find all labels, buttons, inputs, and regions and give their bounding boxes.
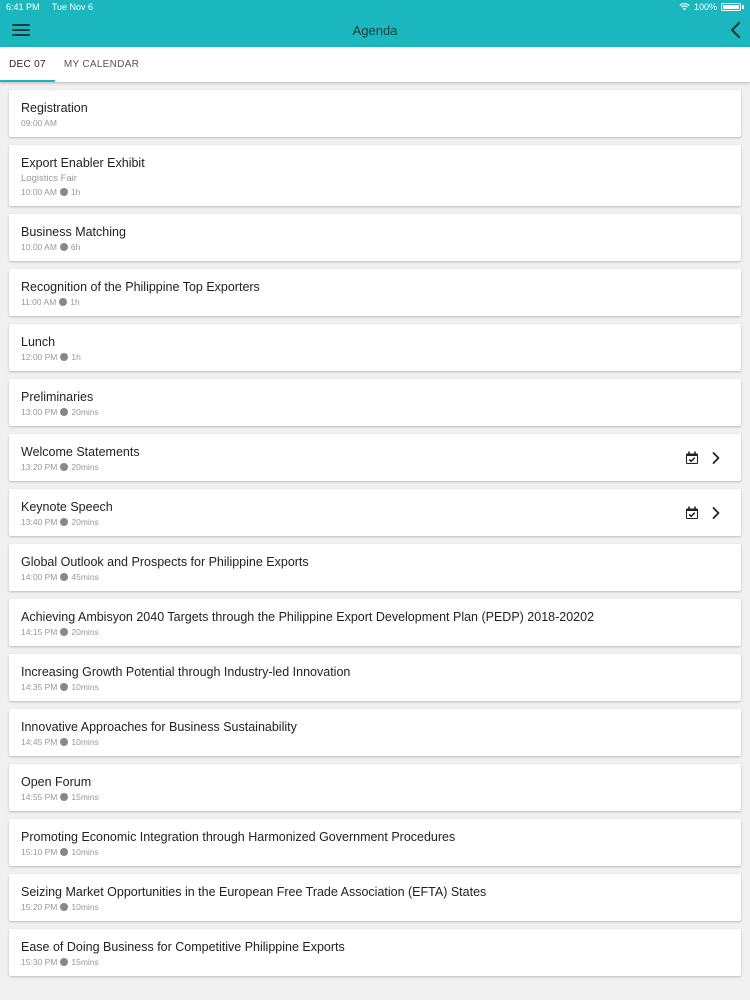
agenda-item-time-row (21, 516, 729, 528)
clock-icon (60, 188, 68, 196)
agenda-item[interactable] (9, 434, 741, 481)
status-date: Tue Nov 6 (51, 1, 94, 12)
chevron-left-icon[interactable] (728, 21, 744, 39)
agenda-item-title: Welcome Statements (21, 445, 140, 459)
agenda-item-time: 14:45 PM (21, 737, 58, 747)
agenda-item[interactable] (9, 874, 741, 921)
agenda-item-duration: 20mins (71, 462, 99, 472)
clock-icon (60, 353, 68, 361)
agenda-item-title: Recognition of the Philippine Top Exporters (21, 280, 260, 294)
app-header (0, 13, 750, 47)
agenda-item-title: Achieving Ambisyon 2040 Targets through the Philippine Export Development Plan (PEDP) 2018-20202 (21, 610, 595, 624)
agenda-list (0, 82, 750, 976)
clock-icon (60, 958, 68, 966)
battery-percent: 100% (693, 1, 717, 12)
agenda-item-time: 15:10 PM (21, 847, 58, 857)
chevron-right-icon[interactable] (709, 451, 723, 465)
agenda-item[interactable] (9, 214, 741, 261)
agenda-item-time-row (21, 186, 729, 198)
agenda-item-duration: 10mins (71, 737, 99, 747)
agenda-item-time-row (21, 296, 729, 308)
agenda-item-actions (685, 451, 723, 465)
wifi-icon (679, 3, 690, 11)
agenda-item-time: 13:20 PM (21, 462, 58, 472)
agenda-item-duration: 10mins (71, 682, 99, 692)
page-title: Agenda (352, 22, 398, 38)
agenda-item-duration: 15mins (71, 957, 99, 967)
agenda-item-title: Lunch (21, 335, 56, 349)
agenda-item-time-row (21, 736, 729, 748)
agenda-item-title: Promoting Economic Integration through Harmonized Government Procedures (21, 830, 456, 844)
agenda-item-duration: 6h (70, 242, 81, 252)
date-tabs (0, 47, 750, 82)
agenda-item-time-row (21, 117, 729, 129)
agenda-item-duration: 20mins (71, 627, 99, 637)
agenda-item[interactable] (9, 819, 741, 866)
agenda-item-time: 14:35 PM (21, 682, 58, 692)
agenda-item-duration: 1h (71, 352, 81, 362)
chevron-right-icon[interactable] (709, 506, 723, 520)
agenda-item-title: Open Forum (21, 775, 92, 789)
clock-icon (60, 848, 68, 856)
clock-icon (60, 628, 68, 636)
agenda-item[interactable] (9, 654, 741, 701)
agenda-item-time-row (21, 956, 729, 968)
agenda-item-time: 14:55 PM (21, 792, 58, 802)
clock-icon (60, 408, 68, 416)
agenda-item-time-row (21, 626, 729, 638)
agenda-item-time: 14:15 PM (21, 627, 58, 637)
tab-my-calendar[interactable]: MY CALENDAR (63, 59, 140, 70)
clock-icon (60, 793, 68, 801)
menu-line (12, 24, 30, 26)
agenda-item-title: Registration (21, 101, 88, 115)
agenda-item-duration: 45mins (71, 572, 99, 582)
agenda-item[interactable] (9, 929, 741, 976)
agenda-item-title: Preliminaries (21, 390, 94, 404)
battery-icon (721, 3, 741, 11)
agenda-item[interactable] (9, 489, 741, 536)
agenda-item-time-row (21, 846, 729, 858)
agenda-item-time: 10:00 AM (21, 187, 57, 197)
agenda-item[interactable] (9, 90, 741, 137)
agenda-item-time-row (21, 351, 729, 363)
agenda-item-time: 15:20 PM (21, 902, 58, 912)
agenda-item-time-row (21, 681, 729, 693)
status-right (679, 2, 744, 12)
menu-line (12, 29, 30, 31)
agenda-item-duration: 10mins (71, 847, 99, 857)
agenda-item[interactable] (9, 324, 741, 371)
calendar-check-icon[interactable] (685, 506, 699, 520)
agenda-item-actions (685, 506, 723, 520)
agenda-item-time: 15:30 PM (21, 957, 58, 967)
agenda-item-duration: 15mins (71, 792, 99, 802)
clock-icon (60, 573, 68, 581)
agenda-item-time-row (21, 901, 729, 913)
agenda-item-time: 11:00 AM (21, 297, 57, 307)
agenda-item-duration: 20mins (71, 407, 99, 417)
agenda-item-time: 10:00 AM (21, 242, 57, 252)
agenda-item-title: Innovative Approaches for Business Sustainability (21, 720, 297, 734)
hamburger-menu-icon[interactable] (12, 22, 30, 38)
agenda-item-time: 13:40 PM (21, 517, 58, 527)
status-bar (0, 0, 750, 13)
agenda-item-time-row (21, 241, 729, 253)
clock-icon (59, 298, 67, 306)
agenda-item-duration: 1h (70, 187, 81, 197)
agenda-item-duration: 20mins (71, 517, 99, 527)
agenda-item-time: 13:00 PM (21, 407, 58, 417)
agenda-item-title: Increasing Growth Potential through Industry-led Innovation (21, 665, 351, 679)
agenda-item[interactable] (9, 379, 741, 426)
agenda-item-time: 09:00 AM (21, 118, 57, 128)
agenda-item-title: Ease of Doing Business for Competitive Philippine Exports (21, 940, 345, 954)
clock-icon (60, 463, 68, 471)
clock-icon (60, 518, 68, 526)
agenda-item-duration: 1h (70, 297, 80, 307)
agenda-item-title: Export Enabler Exhibit (21, 156, 145, 170)
agenda-item-time-row (21, 571, 729, 583)
agenda-item-location: Logistics Fair (21, 173, 77, 184)
agenda-item-duration: 10mins (71, 902, 99, 912)
status-left (6, 2, 103, 12)
agenda-item[interactable] (9, 269, 741, 316)
status-time: 6:41 PM (6, 1, 40, 12)
agenda-item[interactable] (9, 544, 741, 591)
agenda-item[interactable] (9, 709, 741, 756)
agenda-item[interactable] (9, 145, 741, 206)
tab-dec-07[interactable]: DEC 07 (0, 47, 55, 82)
agenda-item[interactable] (9, 764, 741, 811)
agenda-item-time: 14:00 PM (21, 572, 58, 582)
battery-tip (742, 5, 744, 9)
agenda-item-time-row (21, 791, 729, 803)
agenda-item-title: Business Matching (21, 225, 126, 239)
clock-icon (60, 683, 68, 691)
agenda-item[interactable] (9, 599, 741, 646)
clock-icon (60, 903, 68, 911)
agenda-item-title: Keynote Speech (21, 500, 113, 514)
agenda-item-time-row (21, 461, 729, 473)
calendar-check-icon[interactable] (685, 451, 699, 465)
agenda-item-time: 12:00 PM (21, 352, 58, 362)
clock-icon (60, 738, 68, 746)
agenda-item-time-row (21, 406, 729, 418)
agenda-item-title: Global Outlook and Prospects for Philippine Exports (21, 555, 309, 569)
menu-line (12, 34, 30, 36)
agenda-item-title: Seizing Market Opportunities in the European Free Trade Association (EFTA) States (21, 885, 487, 899)
clock-icon (60, 243, 68, 251)
